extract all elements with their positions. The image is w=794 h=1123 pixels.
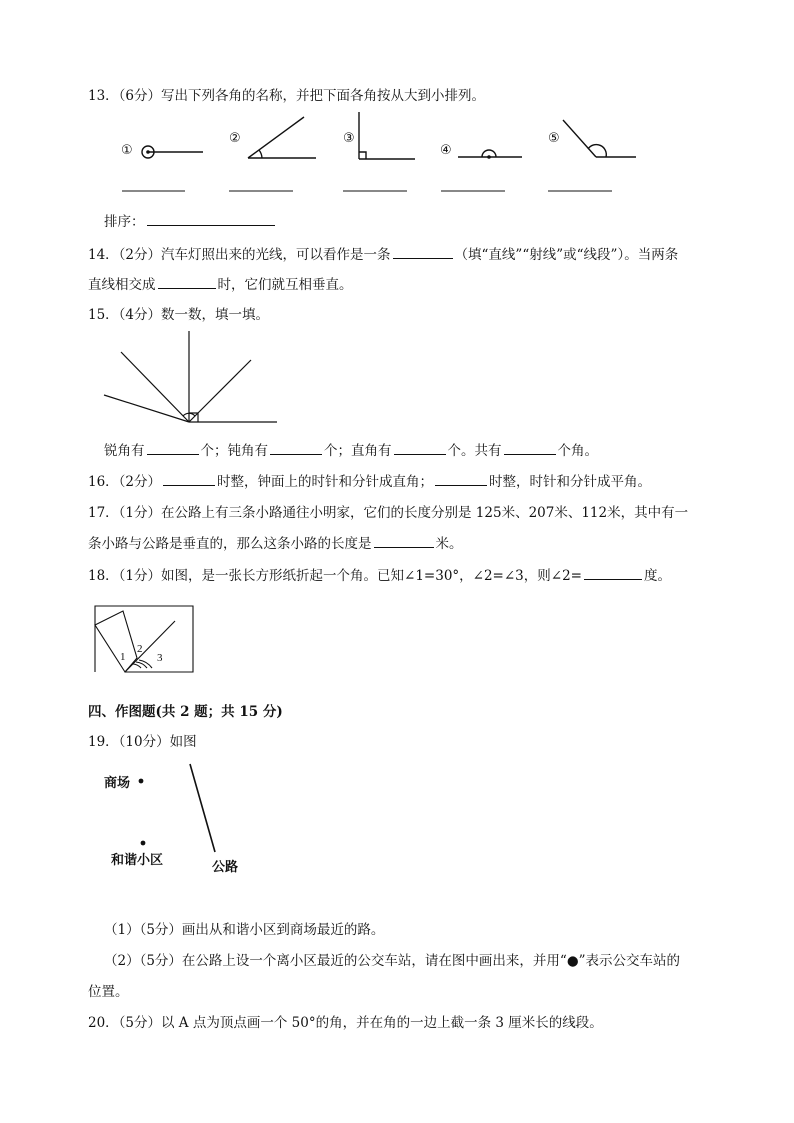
q19-sub2-line2: 位置。 [88,984,129,1000]
community-label: 和谐小区 [111,853,164,868]
q19-text: 19．（10分）如图 [88,734,197,750]
fig-label-3: 3 [157,652,163,664]
q16-a: 16．（2分） [88,474,162,490]
q17-text-a: 条小路与公路是垂直的，那么这条小路的长度是 [88,536,372,552]
angle-label-2: ② [229,131,241,146]
q18-text-a: 18．（1分）如图，是一张长方形纸折起一个角。已知∠1=30°，∠2=∠3，则∠2= [88,568,582,584]
q19-sub1: （1）（5分）画出从和谐小区到商场最近的路。 [104,922,385,938]
fig-label-2: 2 [137,643,143,655]
q14-text-c: 直线相交成 [88,277,156,293]
q15-s4: 个。共有 [447,443,502,459]
q18-text-b: 度。 [643,568,671,584]
q14-text-d: 时，它们就互相垂直。 [217,277,353,293]
q16-b: 时整，钟面上的时针和分针成直角； [217,474,434,490]
q13-text: 13．（6分）写出下列各角的名称，并把下面各角按从大到小排列。 [88,88,486,104]
q15-s2: 个；钝角有 [200,443,268,459]
q15-text: 15．（4分）数一数，填一填。 [88,307,270,323]
community-point[interactable] [141,841,146,846]
q14-text-b: （填“直线”“射线”或“线段”）。当两条 [454,247,679,263]
angle-label-5: ⑤ [548,131,560,146]
q17-line1: 17．（1分）在公路上有三条小路通往小明家，它们的长度分别是 125米、207米、112米，其中有一 [88,505,689,521]
q15-s3: 个；直角有 [324,443,392,459]
q20-text: 20．（5分）以 A 点为顶点画一个 50°的角，并在角的一边上截一条 3 厘米长的线段。 [88,1015,603,1031]
angle-label-4: ④ [440,143,452,158]
mall-label: 商场 [104,776,131,791]
q15-s5: 个角。 [557,443,598,459]
q14-text-a: 14．（2分）汽车灯照出来的光线，可以看作是一条 [88,247,391,263]
section-4-title: 四、作图题(共 2 题；共 15 分) [88,704,283,720]
road-line[interactable] [190,764,215,852]
angle-label-3: ③ [343,131,355,146]
road-label: 公路 [212,860,239,875]
order-label: 排序： [104,214,145,230]
angle-label-1: ① [121,143,133,158]
q19-sub2-line1: （2）（5分）在公路上设一个离小区最近的公交车站，请在图中画出来，并用“●”表示公交车站的 [104,953,681,969]
q17-text-b: 米。 [435,536,463,552]
fig-label-1: 1 [120,651,126,663]
mall-point[interactable] [139,779,144,784]
q16-c: 时整，时针和分针成平角。 [489,474,652,490]
q15-s1: 锐角有 [104,443,145,459]
